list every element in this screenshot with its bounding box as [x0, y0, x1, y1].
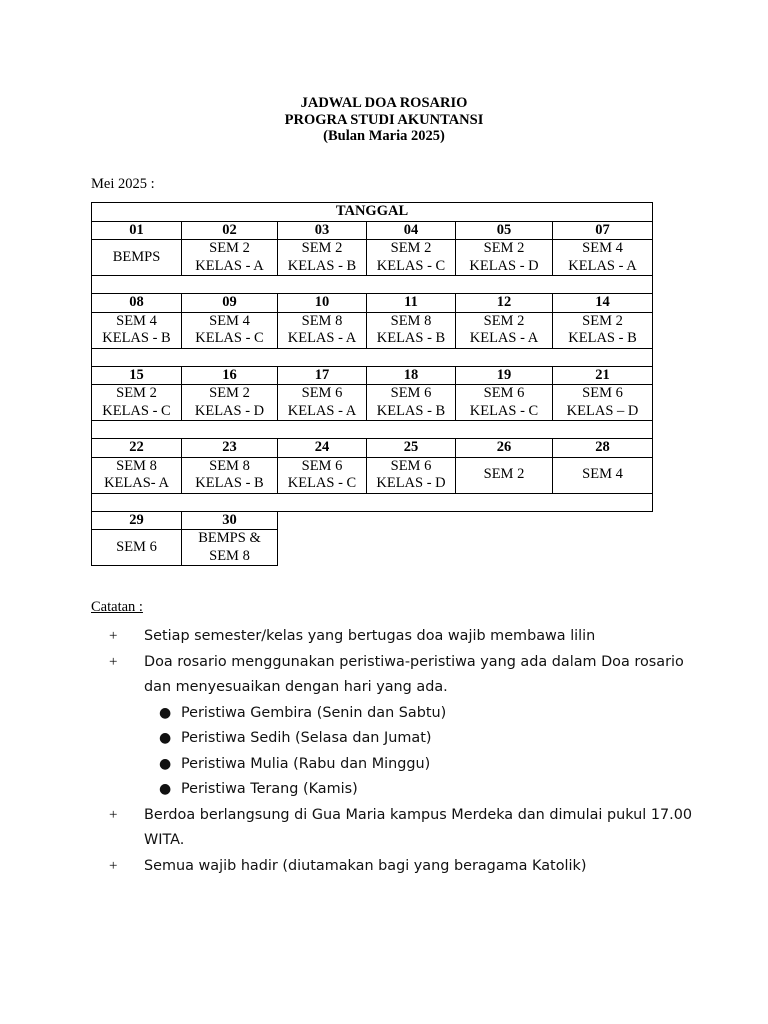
- date-row: [92, 294, 653, 313]
- plus-marker-icon: +: [109, 628, 118, 644]
- assignment-cell: [367, 457, 456, 493]
- note-subitem: [0, 726, 768, 752]
- notes-label: Catatan :: [91, 599, 143, 615]
- note-subitem-text: Peristiwa Mulia (Rabu dan Minggu): [181, 755, 431, 772]
- empty-cell: [367, 530, 456, 566]
- date-cell: 07: [553, 221, 653, 240]
- date-cell: 04: [367, 221, 456, 240]
- assignment-cell: [456, 312, 553, 348]
- date-cell: 17: [278, 366, 367, 385]
- assignment-cell: [367, 312, 456, 348]
- empty-cell: [456, 511, 553, 530]
- note-subitem: [0, 777, 768, 803]
- assignment-line: KELAS - B: [568, 330, 637, 346]
- date-cell: 05: [456, 221, 553, 240]
- month-label: Mei 2025 :: [91, 176, 155, 192]
- date-row: [92, 439, 653, 458]
- assignment-cell: [182, 312, 278, 348]
- assignment-cell: [278, 312, 367, 348]
- assignment-line: SEM 6: [390, 457, 432, 474]
- assignment-cell: [182, 457, 278, 493]
- table-heading: TANGGAL: [92, 203, 653, 222]
- date-cell: 25: [367, 439, 456, 458]
- note-item: [0, 624, 694, 650]
- empty-cell: [278, 530, 367, 566]
- assignment-row: [92, 530, 653, 566]
- assignment-line: SEM 8: [116, 457, 157, 474]
- assignment-cell: [553, 385, 653, 421]
- assignment-cell: [553, 457, 653, 493]
- spacer-row: [92, 348, 653, 366]
- assignment-row: [92, 240, 653, 276]
- date-cell: 09: [182, 294, 278, 313]
- assignment-line: KELAS - A: [287, 330, 357, 346]
- assignment-cell: [367, 385, 456, 421]
- note-subitem-text: Peristiwa Sedih (Selasa dan Jumat): [181, 730, 432, 746]
- assignment-cell: [456, 385, 553, 421]
- assignment-cell: [278, 240, 367, 276]
- date-cell: 16: [182, 366, 278, 385]
- assignment-line: SEM 6: [483, 385, 525, 401]
- note-subitem-text: Peristiwa Terang (Kamis): [181, 781, 358, 797]
- assignment-row: [92, 457, 653, 493]
- date-cell: 10: [278, 294, 367, 313]
- assignment-line: KELAS - A: [469, 330, 539, 346]
- assignment-line: SEM 4: [116, 312, 157, 329]
- assignment-line: KELAS - D: [376, 475, 446, 491]
- date-cell: 12: [456, 294, 553, 313]
- empty-cell: [367, 511, 456, 530]
- assignment-cell: [278, 457, 367, 493]
- assignment-line: KELAS - B: [287, 257, 357, 274]
- assignment-line: BEMPS &: [198, 530, 261, 546]
- assignment-line: SEM 4: [582, 466, 623, 483]
- assignment-line: SEM 8: [209, 457, 250, 474]
- date-cell: 11: [367, 294, 456, 313]
- assignment-line: SEM 2: [116, 385, 157, 401]
- assignment-row: [92, 312, 653, 348]
- date-row: [92, 221, 653, 240]
- assignment-line: BEMPS: [112, 248, 161, 265]
- plus-marker-icon: +: [109, 806, 118, 823]
- assignment-cell: [456, 457, 553, 493]
- assignment-cell: [278, 385, 367, 421]
- note-subitem-text: Peristiwa Gembira (Senin dan Sabtu): [181, 704, 447, 721]
- document-title: [0, 95, 768, 145]
- note-subitem: [0, 701, 768, 727]
- plus-marker-icon: +: [109, 857, 118, 874]
- assignment-line: KELAS - C: [102, 402, 171, 419]
- assignment-line: SEM 2: [483, 240, 525, 256]
- assignment-line: KELAS- A: [104, 475, 169, 491]
- assignment-cell: [182, 240, 278, 276]
- empty-cell: [456, 530, 553, 566]
- note-text: Berdoa berlangsung di Gua Maria kampus Merdeka dan dimulai pukul 17.00 WITA.: [144, 806, 693, 848]
- assignment-cell: [92, 312, 182, 348]
- assignment-line: SEM 2: [209, 385, 250, 401]
- assignment-line: SEM 6: [390, 385, 432, 401]
- assignment-line: KELAS - A: [195, 257, 264, 274]
- assignment-line: KELAS - B: [376, 402, 446, 419]
- assignment-line: KELAS - C: [195, 330, 264, 346]
- note-item: [0, 803, 694, 854]
- date-cell: 24: [278, 439, 367, 458]
- date-cell: 01: [92, 221, 182, 240]
- bullet-icon: ●: [159, 730, 172, 746]
- assignment-line: KELAS - C: [376, 257, 446, 274]
- assignment-line: KELAS - A: [568, 257, 637, 274]
- spacer-cell: [92, 348, 653, 366]
- assignment-line: KELAS - B: [376, 330, 446, 346]
- spacer-cell: [92, 276, 653, 294]
- spacer-cell: [92, 421, 653, 439]
- notes-list: [0, 624, 768, 879]
- plus-marker-icon: +: [109, 653, 118, 670]
- assignment-cell: [456, 240, 553, 276]
- assignment-line: SEM 6: [582, 385, 623, 401]
- assignment-line: SEM 4: [209, 312, 250, 329]
- spacer-cell: [92, 493, 653, 511]
- spacer-row: [92, 276, 653, 294]
- date-cell: 15: [92, 366, 182, 385]
- assignment-cell: [92, 530, 182, 566]
- assignment-line: KELAS - B: [195, 475, 264, 491]
- empty-cell: [553, 511, 653, 530]
- date-cell: 28: [553, 439, 653, 458]
- assignment-line: SEM 6: [301, 385, 343, 401]
- assignment-line: SEM 8: [209, 547, 250, 564]
- assignment-line: SEM 8: [390, 312, 432, 329]
- date-cell: 23: [182, 439, 278, 458]
- bullet-icon: ●: [159, 755, 172, 772]
- table-heading-row: [92, 203, 653, 222]
- assignment-cell: [92, 240, 182, 276]
- assignment-line: SEM 2: [582, 312, 623, 329]
- assignment-line: KELAS - C: [287, 475, 357, 491]
- date-cell: 26: [456, 439, 553, 458]
- assignment-line: SEM 8: [301, 312, 343, 329]
- assignment-cell: [553, 240, 653, 276]
- bullet-icon: ●: [159, 781, 172, 797]
- assignment-line: KELAS - B: [102, 330, 171, 346]
- assignment-line: SEM 2: [483, 466, 525, 483]
- assignment-line: SEM 2: [301, 240, 343, 256]
- date-cell: 30: [182, 511, 278, 530]
- bullet-icon: ●: [159, 704, 172, 721]
- date-cell: 03: [278, 221, 367, 240]
- assignment-line: KELAS - D: [469, 257, 539, 274]
- spacer-row: [92, 493, 653, 511]
- assignment-cell: [553, 312, 653, 348]
- date-row: [92, 366, 653, 385]
- assignment-line: KELAS - D: [194, 402, 265, 419]
- note-item: [0, 854, 694, 880]
- assignment-line: SEM 6: [116, 538, 157, 555]
- date-cell: 19: [456, 366, 553, 385]
- title-line-3: (Bulan Maria 2025): [323, 128, 445, 144]
- assignment-line: SEM 2: [390, 240, 432, 256]
- note-text: Doa rosario menggunakan peristiwa-peristiwa yang ada dalam Doa rosario dan menyesuaikan dengan hari yang ada.: [144, 653, 684, 695]
- empty-cell: [278, 511, 367, 530]
- assignment-line: SEM 6: [301, 457, 343, 474]
- assignment-cell: [182, 385, 278, 421]
- assignment-cell: [92, 385, 182, 421]
- assignment-line: KELAS – D: [566, 402, 639, 419]
- date-cell: 22: [92, 439, 182, 458]
- assignment-line: SEM 2: [209, 240, 250, 256]
- assignment-line: KELAS - A: [287, 402, 357, 419]
- date-cell: 08: [92, 294, 182, 313]
- date-row: [92, 511, 653, 530]
- assignment-cell: [92, 457, 182, 493]
- note-text: Semua wajib hadir (diutamakan bagi yang beragama Katolik): [144, 857, 587, 874]
- empty-cell: [553, 530, 653, 566]
- date-cell: 14: [553, 294, 653, 313]
- assignment-cell: [182, 530, 278, 566]
- assignment-line: SEM 4: [582, 240, 623, 256]
- date-cell: 29: [92, 511, 182, 530]
- assignment-cell: [367, 240, 456, 276]
- assignment-line: SEM 2: [483, 312, 525, 329]
- assignment-line: KELAS - C: [469, 402, 539, 419]
- note-text: Setiap semester/kelas yang bertugas doa wajib membawa lilin: [144, 628, 596, 644]
- note-item: [0, 650, 694, 701]
- date-cell: 02: [182, 221, 278, 240]
- schedule-table: [91, 202, 653, 566]
- spacer-row: [92, 421, 653, 439]
- title-line-2: PROGRA STUDI AKUNTANSI: [284, 111, 484, 128]
- assignment-row: [92, 385, 653, 421]
- date-cell: 18: [367, 366, 456, 385]
- title-line-1: JADWAL DOA ROSARIO: [300, 95, 468, 111]
- note-subitem: [0, 752, 768, 778]
- date-cell: 21: [553, 366, 653, 385]
